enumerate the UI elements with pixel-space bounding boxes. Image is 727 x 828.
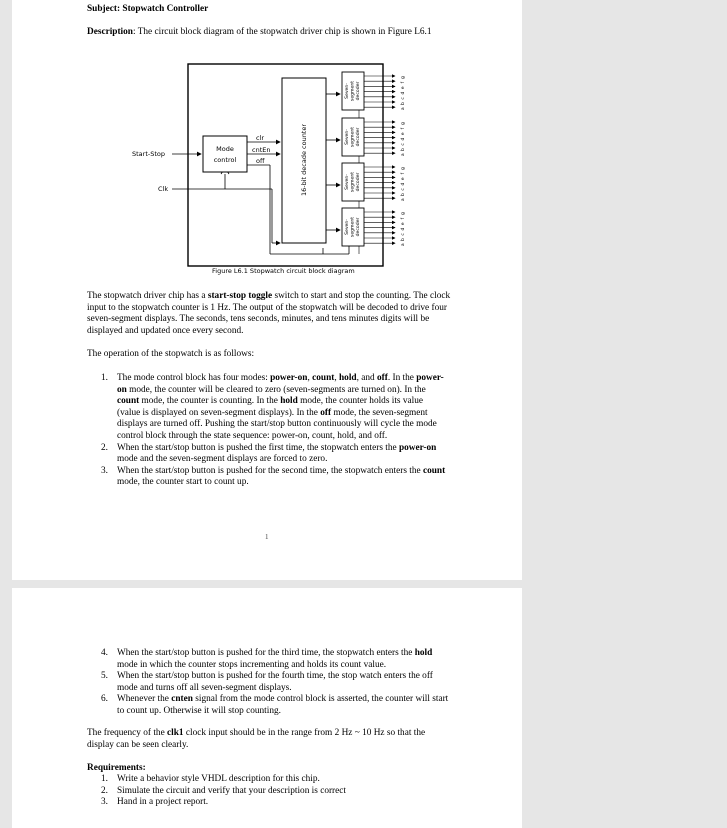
signal-off-label: off <box>256 157 265 165</box>
list-item: 2. Simulate the circuit and verify that your description is correct <box>101 785 346 796</box>
figure-caption: Figure L6.1 Stopwatch circuit block diagram <box>212 267 355 275</box>
segment-letter: f <box>401 81 406 84</box>
segment-letter: g <box>401 122 406 125</box>
clk-label: Clk <box>158 185 169 193</box>
segment-letter: e <box>401 222 406 226</box>
decoder-group <box>342 72 406 246</box>
decoder-label: decoder <box>356 127 361 147</box>
document-page-2 <box>12 588 522 828</box>
decoder-label: Seven- <box>345 174 350 190</box>
segment-letter: d <box>401 227 406 231</box>
list-item: 3. When the start/stop button is pushed for the second time, the stopwatch enters the count mode, the counter start to count up. <box>101 465 446 488</box>
list-item: 4. When the start/stop button is pushed for the third time, the stopwatch enters the hold mode in which the counter stops incrementing and holds its count value. <box>101 648 433 670</box>
decoder-label: Seven- <box>345 129 350 145</box>
mode-control-label-1: Mode <box>216 145 234 153</box>
decoder-label: Seven- <box>345 83 350 99</box>
decoder-label: segment <box>350 171 356 193</box>
segment-letter: g <box>401 212 406 215</box>
segment-letter: d <box>401 91 406 95</box>
decoder-label: segment <box>350 80 356 102</box>
list-item: 6. Whenever the cnten signal from the mode control block is asserted, the counter will start to count up. Otherwise it will stop counting. <box>101 694 449 716</box>
segment-letter: d <box>401 182 406 186</box>
seven-segment-decoder <box>342 118 406 156</box>
signal-cnten-label: cntEn <box>252 146 271 154</box>
list-item: 1. Write a behavior style VHDL description for this chip. <box>101 774 320 784</box>
decoder-label: decoder <box>356 217 361 237</box>
segment-letter: f <box>401 217 406 220</box>
frequency-paragraph: The frequency of the clk1 clock input should be in the range from 2 Hz ~ 10 Hz so that the display can be seen clearly. <box>87 728 426 750</box>
segment-letter: b <box>401 193 406 196</box>
description-label: Description <box>87 27 133 37</box>
page-number: 1 <box>265 533 269 541</box>
signal-clr-label: clr <box>256 134 265 142</box>
seven-segment-decoder <box>342 163 406 201</box>
intro-bold: start-stop toggle <box>207 291 273 301</box>
operation-list-continued <box>87 648 449 718</box>
segment-letter: g <box>401 76 406 79</box>
segment-letter: c <box>401 188 406 191</box>
decoder-label: segment <box>350 126 356 148</box>
operation-intro: The operation of the stopwatch is as follows: <box>87 349 255 359</box>
start-stop-label: Start-Stop <box>132 150 166 158</box>
segment-letter: g <box>401 167 406 170</box>
subject-label: Subject <box>87 4 117 14</box>
segment-letter: a <box>401 198 406 202</box>
segment-letter: b <box>401 148 406 151</box>
segment-letter: d <box>401 137 406 141</box>
list-item: 3. Hand in a project report. <box>101 797 209 808</box>
intro-text-1: The stopwatch driver chip has a <box>87 291 206 301</box>
mode-control-block <box>203 136 247 172</box>
segment-letter: a <box>401 153 406 157</box>
seven-segment-decoder <box>342 72 406 110</box>
description-paragraph: Description: The circuit block diagram of the stopwatch driver chip is shown in Figure L6.1 <box>87 27 432 37</box>
intro-text-2: switch to start and stop the counting. The clock input to the stopwatch counter is 1 Hz. The output of the stopwatch will be decoded to drive four seven-segment displays. The seconds, tens seconds, minutes, and tens minutes digits will be displayed and updated once every second. <box>87 291 451 337</box>
mode-control-label-2: control <box>213 156 237 164</box>
subject-value: Stopwatch Controller <box>122 4 209 14</box>
segment-letter: a <box>401 243 406 247</box>
decade-counter-label: 16-bit decade counter <box>300 123 308 197</box>
segment-letter: f <box>401 127 406 130</box>
decoder-label: segment <box>350 216 356 238</box>
subject-line: Subject: Stopwatch Controller <box>87 4 209 14</box>
decoder-label: decoder <box>356 81 361 101</box>
list-item: 2. When the start/stop button is pushed the first time, the stopwatch enters the power-on mode and the seven-segment displays are forced to zero. <box>101 442 437 465</box>
operation-list <box>87 373 447 489</box>
list-item: 1. The mode control block has four modes: power-on, count, hold, and off. In the power-on mode, the counter will be cleared to zero (seven-segments are turned on). In the count mode, the counter is counting. In the hold mode, the counter holds its value (value is displayed on seven-segment displays). In the off mode, the seven-segment displays are turned off. Pushing the start/stop button continuously will cycle the mode control block through the state sequence: power-on, count, hold, and off. <box>101 373 444 441</box>
segment-letter: e <box>401 132 406 136</box>
segment-letter: e <box>401 86 406 90</box>
decoder-label: Seven- <box>345 219 350 235</box>
segment-letter: b <box>401 102 406 105</box>
list-item: 5. When the start/stop button is pushed for the fourth time, the stop watch enters the off mode and turns off all seven-segment displays. <box>101 671 433 693</box>
segment-letter: a <box>401 107 406 111</box>
requirements-heading: Requirements: <box>87 763 146 773</box>
decoder-label: decoder <box>356 172 361 192</box>
document-page-1 <box>12 0 522 580</box>
stopwatch-block-diagram <box>122 58 422 283</box>
requirements-list <box>87 774 447 809</box>
intro-paragraph <box>87 291 451 338</box>
segment-letter: c <box>401 233 406 236</box>
segment-letter: b <box>401 238 406 241</box>
description-text: The circuit block diagram of the stopwatch driver chip is shown in Figure L6.1 <box>137 27 432 37</box>
segment-letter: f <box>401 172 406 175</box>
segment-letter: c <box>401 143 406 146</box>
segment-letter: e <box>401 177 406 181</box>
segment-letter: c <box>401 97 406 100</box>
seven-segment-decoder <box>342 208 406 246</box>
